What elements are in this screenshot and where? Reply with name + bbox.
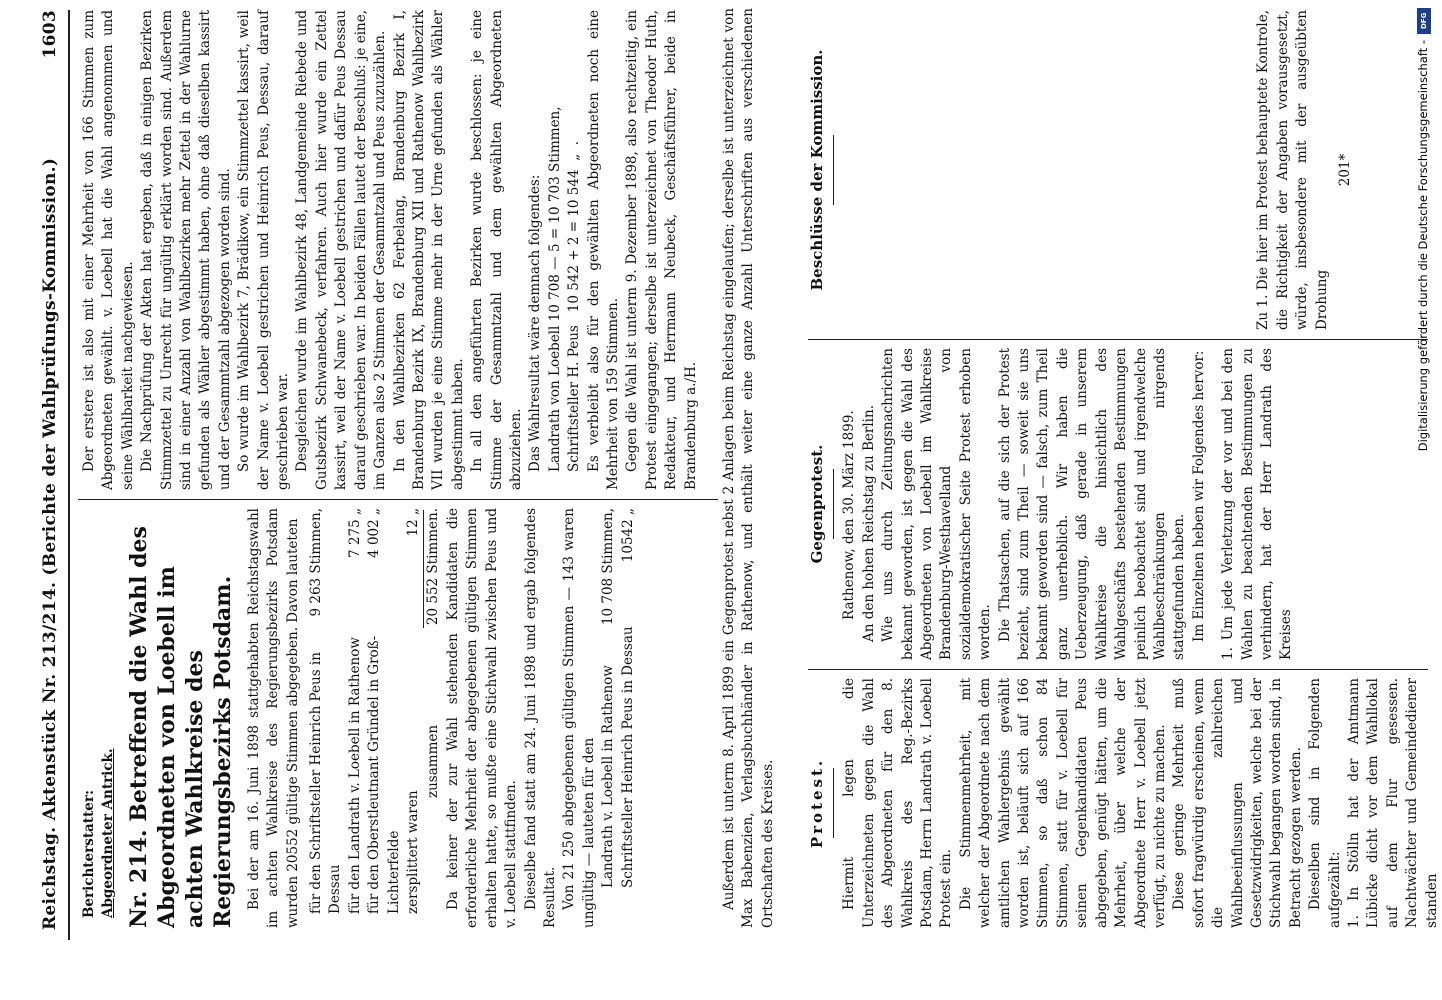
right-column [80,10,701,490]
runoff-row: Schriftsteller Heinrich Peus in Dessau 10542 „ [619,508,636,888]
page-header: Reichstag. Aktenstück Nr. 213/214. (Berichte der Wahlprüfungs-Kommission.) [40,157,60,930]
runoff-row: Landrath v. Loebell in Rathenow 10 708 Stimmen, [600,508,617,888]
page-number: 1603 [40,10,60,59]
districts-extra-votes-paragraph: In den Wahlbezirken 62 Ferbelang, Brandenburg Bezirk I, Brandenburg Bezirk IX, Brandenburg XII und Rathenow Wahlbezirk VII wurden je eine Stimme mehr in der Urne gefunden als Wähler abgestimmt haben. [391,10,466,490]
commission-heading-rule [833,135,834,205]
result-intro: Das Wahlresultat wäre demnach folgendes: [527,174,544,472]
intro-paragraph: Bei der am 16. Juni 1898 stattgehabten Reichstagswahl im achten Wahlkreise des Regierungsbezirks Potsdam wurden 20552 gültige Stimmen abgegeben. Davon lauteten [245,508,301,928]
sheet-signature: 201* [1337,153,1354,187]
dfg-logo-icon: DFG [1417,8,1431,34]
result-line-peus: Schriftsteller H. Peus 10 542 + 2 = 10 544 „ . [566,140,583,472]
decision-paragraph: In all den angeführten Bezirken wurde beschlossen: je eine Stimme der Gesammtzahl und dem gewählten Abgeordneten abzuziehen. [469,10,524,490]
majority-paragraph: Der erstere ist also mit einer Mehrheit von 166 Stimmen zum Abgeordneten gewählt. v. Loebell hat die Wahl angenommen und seine Wählbarkeit nachgewiesen. [81,10,136,490]
vote-row: für den Landrath v. Loebell in Rathenow 7 275 „ [346,508,363,914]
counter-protest-heading-rule [833,469,834,539]
protest-p1: Hiermit legen die Unterzeichneten gegen die Wahl des Abgeordneten für den 8. Wahlkreis des Reg.-Bezirks Potsdam, Herrn Landrath v. Loebell Protest ein. [841,678,955,928]
counter-protest-column [808,348,1297,660]
vote-row: zersplittert waren 12 „ [405,508,422,914]
digitization-credit-strip [1413,0,1434,1000]
counter-protest-date: Rathenow, den 30. März 1899. [841,410,858,620]
protest-p4: Dieselben sind in Folgenden aufgezählt: [1307,678,1343,928]
counter-protest-p4: Die Thatsachen, auf die sich der Protest bezieht, sind zum Theil — soweit sie uns bekannt geworden sind — falsch, zum Theil ganz unerheblich. Wir haben die Ueberzeugung, daß gerade in unserem Wahlkreise die hinsichtlich des Wahlgeschäfts bestehenden Bestimmungen peinlich beobachtet sind und irgendwelche Wahlbeschränkungen nirgends stattgefunden haben. [996,348,1188,660]
review-paragraph: Die Nachprüfung der Akten hat ergeben, daß in einigen Bezirken Stimmzettel zu Unrecht für ungültig erklärt worden sind. Außerdem sind in einer Anzahl von Wahlbezirken mehr Zettel in der Wahlurne gefunden als Wähler abgestimmt haben, ohne daß dieselben kassirt und der Gesammtzahl abgezogen worden sind. [139,10,233,490]
document-number: Nr. 214. [125,829,152,928]
commission-p1: Zu 1. Die hier im Protest behauptete Kontrole, die Richtigkeit der Angaben vorausgesetzt, würde, insbesondere mit der ausgeübten Drohung [1255,10,1330,330]
result-line-loebell: Landrath von Loebell 10 708 — 5 = 10 703 Stimmen, [546,106,563,472]
counter-protest-heading: Gegenprotest. [808,444,826,564]
remaining-majority-paragraph: Es verbleibt also für den gewählten Abgeordneten noch eine Mehrheit von 159 Stimmen. [585,10,621,490]
vote-row: für den Oberstleutnant Gründel in Groß-Lichterfelde 4 002 „ [366,508,402,914]
protest-p5: 1. In Stölln hat der Amtmann Lübicke dicht vor dem Wahllokal auf dem Flur gesessen. Nachtwächter und Gemeindediener standen [1345,678,1440,928]
counter-protest-address: An den hohen Reichstag zu Berlin. [860,405,877,642]
vote-total-row: zusammen 20 552 Stimmen. [425,508,442,798]
protest-p3: Diese geringe Mehrheit muß sofort fragwürdig erscheinen, wenn die zahlreichen Wahlbeeinflussungen und Gesetzwidrigkeiten, welche bei der Stichwahl begangen worden sind, in Betracht gezogen werden. [1171,678,1304,928]
district-48-paragraph: Desgleichen wurde im Wahlbezirk 48, Landgemeinde Riebede und Gutsbezirk Schwanebeck, verfahren. Auch hier wurde ein Zettel kassirt, weil der Name v. Loebell gestrichen und dafür Peus Dessau darauf geschrieben war. In beiden Fällen lautet der Beschluß: je eine, im Ganzen also 2 Stimmen der Gesammtzahl und Peus zuzuzählen. [294,10,389,490]
protest-heading: Protest. [808,757,826,849]
vote-table [307,508,444,928]
protest-heading-rule [833,768,834,838]
counter-protest-p5: Im Einzelnen heben wir Folgendes hervor: [1190,350,1207,642]
document-title [125,508,237,928]
column-divider [78,499,718,500]
digitization-credit: Digitalisierung gefördert durch die Deutsche Forschungsgemeinschaft - [1416,40,1430,452]
runoff-table [599,508,638,928]
reporter-label: Berichterstatter: [81,790,97,918]
reporter-name: Abgeordneter Antrick. [100,748,117,918]
counter-protest-p3: Wie uns durch Zeitungsnachrichten bekannt geworden, ist gegen die Wahl des Abgeordneten von Loebell im Wahlkreise Brandenburg-Westhavelland von sozialdemokratischer Seite Protest erhoben worden. [880,348,994,660]
commission-column [808,10,1355,330]
header-rule [68,10,70,940]
commission-heading: Beschlüsse der Kommission. [808,49,826,291]
lower-divider-left [808,669,1428,670]
runoff-date-paragraph: Dieselbe fand statt am 24. Juni 1898 und ergab folgendes Resultat. [522,508,558,928]
protest-p2: Die Stimmenmehrheit, mit welcher der Abgeordnete nach dem amtlichen Wahlergebnis gewählt worden ist, beläuft sich auf 166 Stimmen, so daß schon 84 Stimmen, statt für v. Loebell für seinen Gegenkandidaten Peus abgegeben, genügt hätten, um die Mehrheit, über welche der Abgeordnete Herr v. Loebell jetzt verfügt, zu nichte zu machen. [957,678,1168,928]
district-7-paragraph: So wurde im Wahlbezirk 7, Brädikow, ein Stimmzettel kassirt, weil der Name v. Loebell gestrichen und Heinrich Peus, Dessau, darauf geschrieben war. [236,10,292,490]
document-title-text: Betreffend die Wahl des Abgeordneten von Loebell im achten Wahlkreise des Regierungsbezirks Potsdam. [125,526,236,928]
runoff-count-paragraph: Von 21 250 abgegebenen gültigen Stimmen — 143 waren ungültig — lauteten für den [561,508,597,928]
protest-filed-paragraph: Gegen die Wahl ist unterm 9. Dezember 1898, also rechtzeitig, ein Protest eingegangen; derselbe ist unterzeichnet von Theodor Huth, Redakteur, und Herrmann Neubeck, Geschäftsführer, beide in Brandenburg a./H. [624,10,699,490]
lower-divider-right [808,339,1428,340]
counter-protest-notice: Außerdem ist unterm 8. April 1899 ein Gegenprotest nebst 2 Anlagen beim Reichstag eingelaufen; derselbe ist unterzeichnet von Max Babenzien, Verlagsbuchhändler in Rathenow, und enthält weiter eine ganze Anzahl Unterschriften aus verschiedenen Ortschaften des Kreises. [721,8,776,928]
runoff-paragraph: Da keiner der zur Wahl stehenden Kandidaten die erforderliche Mehrheit der abgegebenen gültigen Stimmen erhalten hatte, so mußte eine Stichwahl zwischen Peus und v. Loebell stattfinden. [444,508,520,928]
counter-protest-p6: 1. Um jede Verletzung der vor und bei den Wahlen zu beachtenden Bestimmungen zu verhindern, hat der Herr Landrath des Kreises [1220,348,1295,660]
vote-row: für den Schriftsteller Heinrich Peus in Dessau 9 263 Stimmen, [308,508,344,914]
left-column [80,508,638,928]
protest-column [808,678,1442,928]
